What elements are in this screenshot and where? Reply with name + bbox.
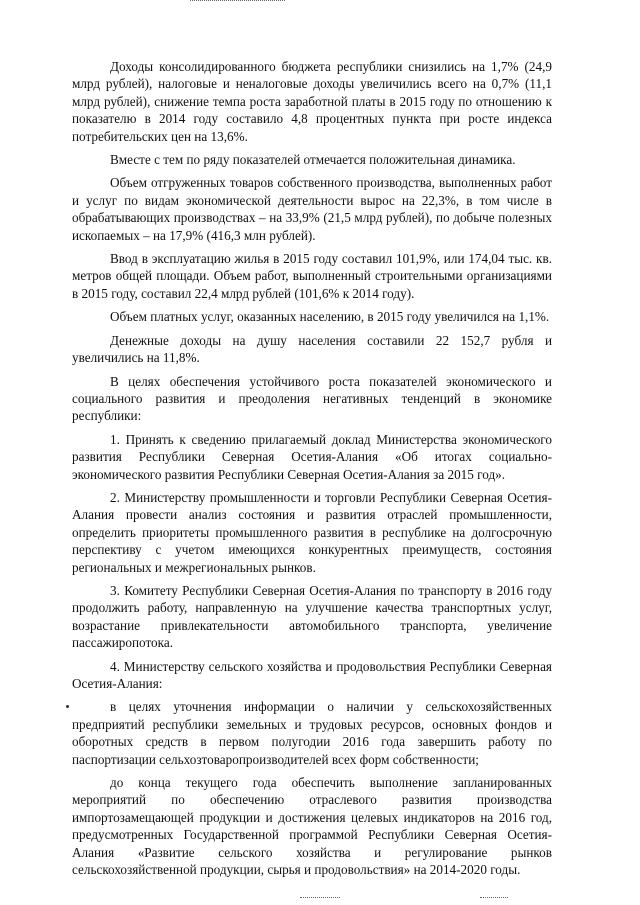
paragraph-item-4: 4. Министерству сельского хозяйства и продовольствия Республики Северная Осетия-Алания: <box>72 658 552 691</box>
scan-artifact-bottom-right <box>480 897 508 899</box>
paragraph-budget-revenues: Доходы консолидированного бюджета республики снизились на 1,7% (24,9 млрд рублей), налоговые и неналоговые доходы увеличились всего на 0,7% (11,1 млрд рублей), снижение темпа роста заработной платы в 2015 году по отношению к показателю в 2014 году составило 4,8 процентных пункта при росте индекса потребительских цен на 13,6%. <box>72 59 552 144</box>
paragraph-goals: В целях обеспечения устойчивого роста показателей экономического и социального развития и преодоления негативных тенденций в экономике республики: <box>72 373 552 424</box>
paragraph-income: Денежные доходы на душу населения составили 22 152,7 рубля и увеличились на 11,8%. <box>72 332 552 366</box>
scan-artifact-bottom <box>300 897 340 899</box>
scan-speck <box>66 705 69 708</box>
paragraph-item-4-passportization: в целях уточнения информации о наличии у сельскохозяйственных предприятий республики земельных и трудовых ресурсов, основных фондов и оборотных средств в первом полугодии 2016 года завершить работу по паспортизации сельхозтоваропроизводителей всех форм собственности; <box>72 699 552 767</box>
paragraph-paid-services: Объем платных услуг, оказанных населению, в 2015 году увеличился на 1,1%. <box>110 309 550 325</box>
scan-artifact-top <box>190 0 285 3</box>
paragraph-shipped-goods: Объем отгруженных товаров собственного производства, выполненных работ и услуг по видам экономической деятельности вырос на 22,3%, в том числе в обрабатывающих производствах – на 33,9% (21,5 млрд рублей), по добыче полезных ископаемых – на 17,9% (416,3 млн рублей). <box>72 175 552 243</box>
paragraph-item-1: 1. Принять к сведению прилагаемый доклад Министерства экономического развития Республики Северная Осетия-Алания «Об итогах социально-экономического развития Республики Северная Осетия-Алания за 2015 год». <box>72 431 552 482</box>
paragraph-item-4-program: до конца текущего года обеспечить выполнение запланированных мероприятий по обеспечению отраслевого развития производства импортозамещающей продукции и достижения целевых индикаторов на 2016 год, предусмотренных Государственной программой Республики Северная Осетия-Алания «Развитие сельского хозяйства и регулирование рынков сельскохозяйственной продукции, сырья и продовольствия» на 2014-2020 годы. <box>72 775 552 878</box>
paragraph-positive-dynamics: Вместе с тем по ряду показателей отмечается положительная динамика. <box>110 152 516 168</box>
paragraph-housing: Ввод в эксплуатацию жилья в 2015 году составил 101,9%, или 174,04 тыс. кв. метров общей площади. Объем работ, выполненный строительными организациями в 2015 году, составил 22,4 млрд рублей (101,6% к 2014 году). <box>72 251 552 301</box>
paragraph-item-3: 3. Комитету Республики Северная Осетия-Алания по транспорту в 2016 году продолжить работу, направленную на улучшение качества транспортных услуг, возрастание привлекательности автомобильного транспорта, увеличение пассажиропотока. <box>72 582 552 651</box>
paragraph-item-2: 2. Министерству промышленности и торговли Республики Северная Осетия-Алания провести анализ состояния и развития отраслей промышленности, определить приоритеты промышленного развития в республике на долгосрочную перспективу с учетом имеющихся конкурентных преимуществ, состояния региональных и межрегиональных рынков. <box>72 489 552 575</box>
